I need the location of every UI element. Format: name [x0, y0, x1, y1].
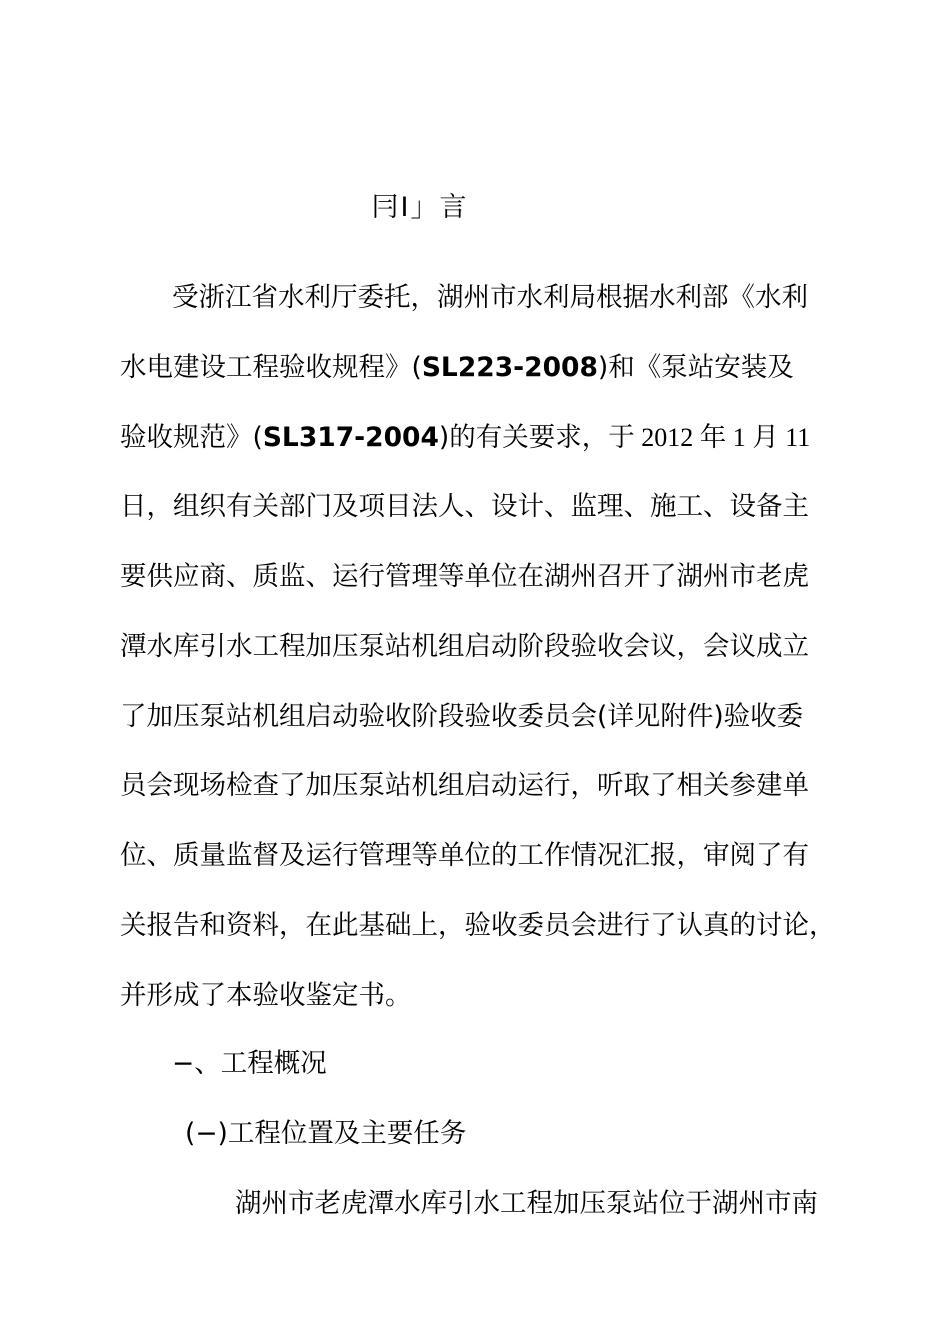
paragraph-line: 潭水库引水工程加压泵站机组启动阶段验收会议，会议成立	[120, 631, 809, 662]
paragraph-line: 位、质量监督及运行管理等单位的工作情况汇报，审阅了有	[120, 840, 809, 871]
standard-code: SL223-2008	[421, 352, 598, 383]
paragraph-line	[120, 348, 840, 388]
text-run: )和《泵站安装及	[597, 352, 794, 383]
paragraph-line: 了加压泵站机组启动验收阶段验收委员会(详见附件)验收委	[120, 701, 804, 732]
paragraph-line: 员会现场检查了加压泵站机组启动运行，听取了相关参建单	[120, 770, 809, 801]
paragraph-line: 受浙江省水利厅委托，湖州市水利局根据水利部《水利	[172, 282, 808, 313]
text-run: 月	[752, 422, 779, 453]
subsection-heading: (−)工程位置及主要任务	[185, 1118, 467, 1149]
document-title: 冃I」言	[371, 192, 469, 223]
paragraph-line	[120, 418, 840, 458]
date-month: 1	[726, 423, 753, 452]
text-run: 水电建设工程验收规程》(	[120, 352, 422, 383]
date-day: 11	[778, 423, 811, 452]
text-run: 年	[699, 422, 727, 453]
paragraph-line: 关报告和资料，在此基础上，验收委员会进行了认真的讨论，	[120, 910, 836, 941]
paragraph-line: 并形成了本验收鉴定书。	[120, 980, 412, 1011]
date-year: 2012	[634, 423, 700, 452]
standard-code: SL317-2004	[262, 422, 439, 453]
paragraph-line: 要供应商、质监、运行管理等单位在湖州召开了湖州市老虎	[120, 561, 809, 592]
paragraph-line: 日，组织有关部门及项目法人、设计、监理、施工、设备主	[120, 491, 809, 522]
text-run: )的有关要求，于	[438, 422, 635, 453]
section-heading: −、工程概况	[172, 1048, 327, 1079]
text-run: 验收规范》(	[120, 422, 263, 453]
paragraph-line: 湖州市老虎潭水库引水工程加压泵站位于湖州市南	[235, 1188, 818, 1219]
